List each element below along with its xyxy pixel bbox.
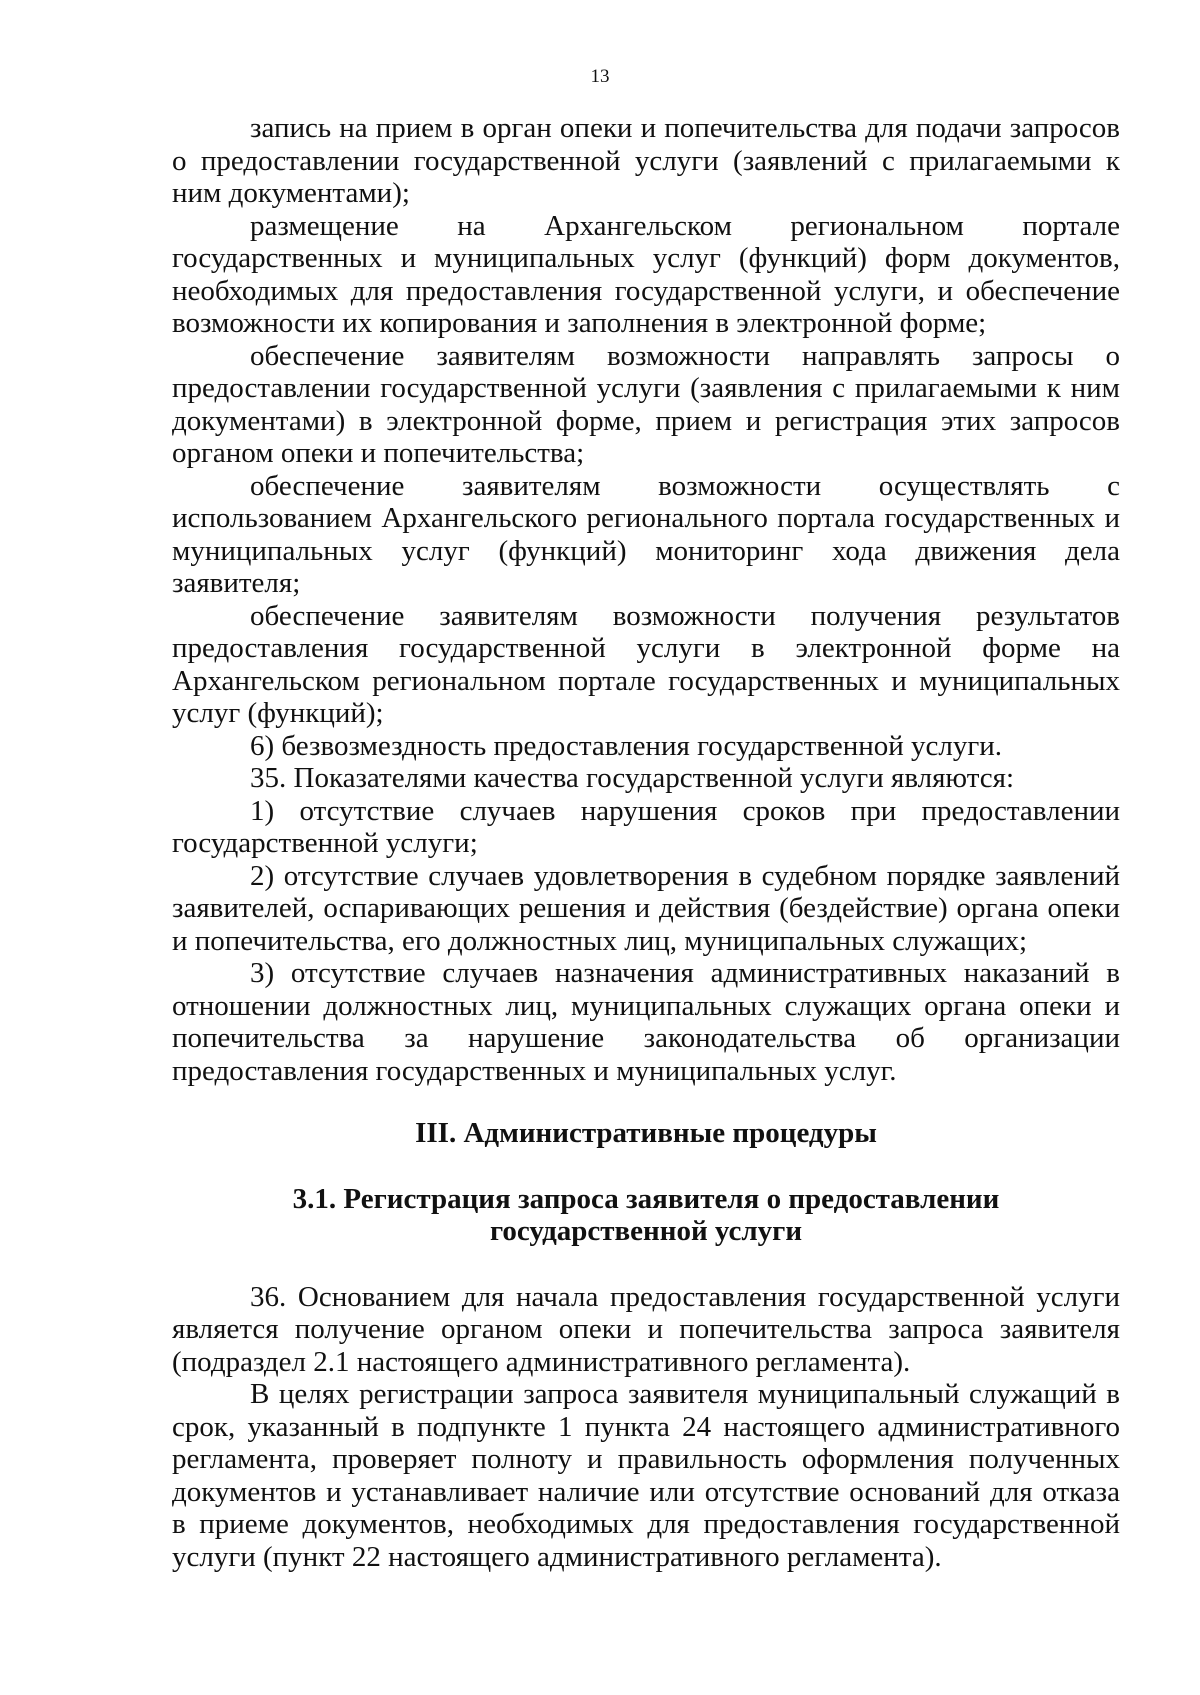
paragraph: 1) отсутствие случаев нарушения сроков при предоставлении государственной услуги;: [172, 794, 1120, 859]
paragraph: обеспечение заявителям возможности получения результатов предоставления государственной услуги в электронной форме на Архангельском региональном портале государственных и муниципальных услуг (функций);: [172, 599, 1120, 729]
paragraph: 6) безвозмездность предоставления государственной услуги.: [250, 729, 1003, 762]
subsection-heading-line: 3.1. Регистрация запроса заявителя о предоставлении: [292, 1182, 1000, 1215]
paragraph: обеспечение заявителям возможности осуществлять с использованием Архангельского регионального портала государственных и муниципальных услуг (функций) мониторинг хода движения дела заявителя;: [172, 469, 1120, 599]
paragraph: размещение на Архангельском региональном портале государственных и муниципальных услуг (функций) форм документов, необходимых для предоставления государственной услуги, и обеспечение возможности их копирования и заполнения в электронной форме;: [172, 209, 1120, 339]
page-number: 13: [590, 66, 610, 87]
section-heading: III. Административные процедуры: [415, 1117, 877, 1149]
subsection-heading-line: государственной услуги: [489, 1215, 803, 1247]
subsection-heading: [172, 1183, 1120, 1248]
paragraph: 35. Показателями качества государственной услуги являются:: [250, 762, 1015, 794]
paragraph: 3) отсутствие случаев назначения административных наказаний в отношении должностных лиц, муниципальных служащих органа опеки и попечительства за нарушение законодательства об организации предоставления государственных и муниципальных услуг.: [172, 957, 1120, 1087]
paragraph: 36. Основанием для начала предоставления государственной услуги является получение органом опеки и попечительства запроса заявителя (подраздел 2.1 настоящего административного регламента).: [172, 1280, 1120, 1378]
paragraph: 2) отсутствие случаев удовлетворения в судебном порядке заявлений заявителей, оспаривающих решения и действия (бездействие) органа опеки и попечительства, его должностных лиц, муниципальных служащих;: [172, 859, 1120, 957]
document-body: [172, 112, 1120, 1573]
paragraph: обеспечение заявителям возможности направлять запросы о предоставлении государственной услуги (заявления с прилагаемыми к ним документами) в электронной форме, прием и регистрация этих запросов органом опеки и попечительства;: [172, 339, 1120, 469]
paragraph: запись на прием в орган опеки и попечительства для подачи запросов о предоставлении государственной услуги (заявлений с прилагаемыми к ним документами);: [172, 112, 1120, 209]
paragraph: В целях регистрации запроса заявителя муниципальный служащий в срок, указанный в подпункте 1 пункта 24 настоящего административного регламента, проверяет полноту и правильность оформления полученных документов и устанавливает наличие или отсутствие оснований для отказа в приеме документов, необходимых для предоставления государственной услуги (пункт 22 настоящего административного регламента).: [172, 1378, 1120, 1573]
